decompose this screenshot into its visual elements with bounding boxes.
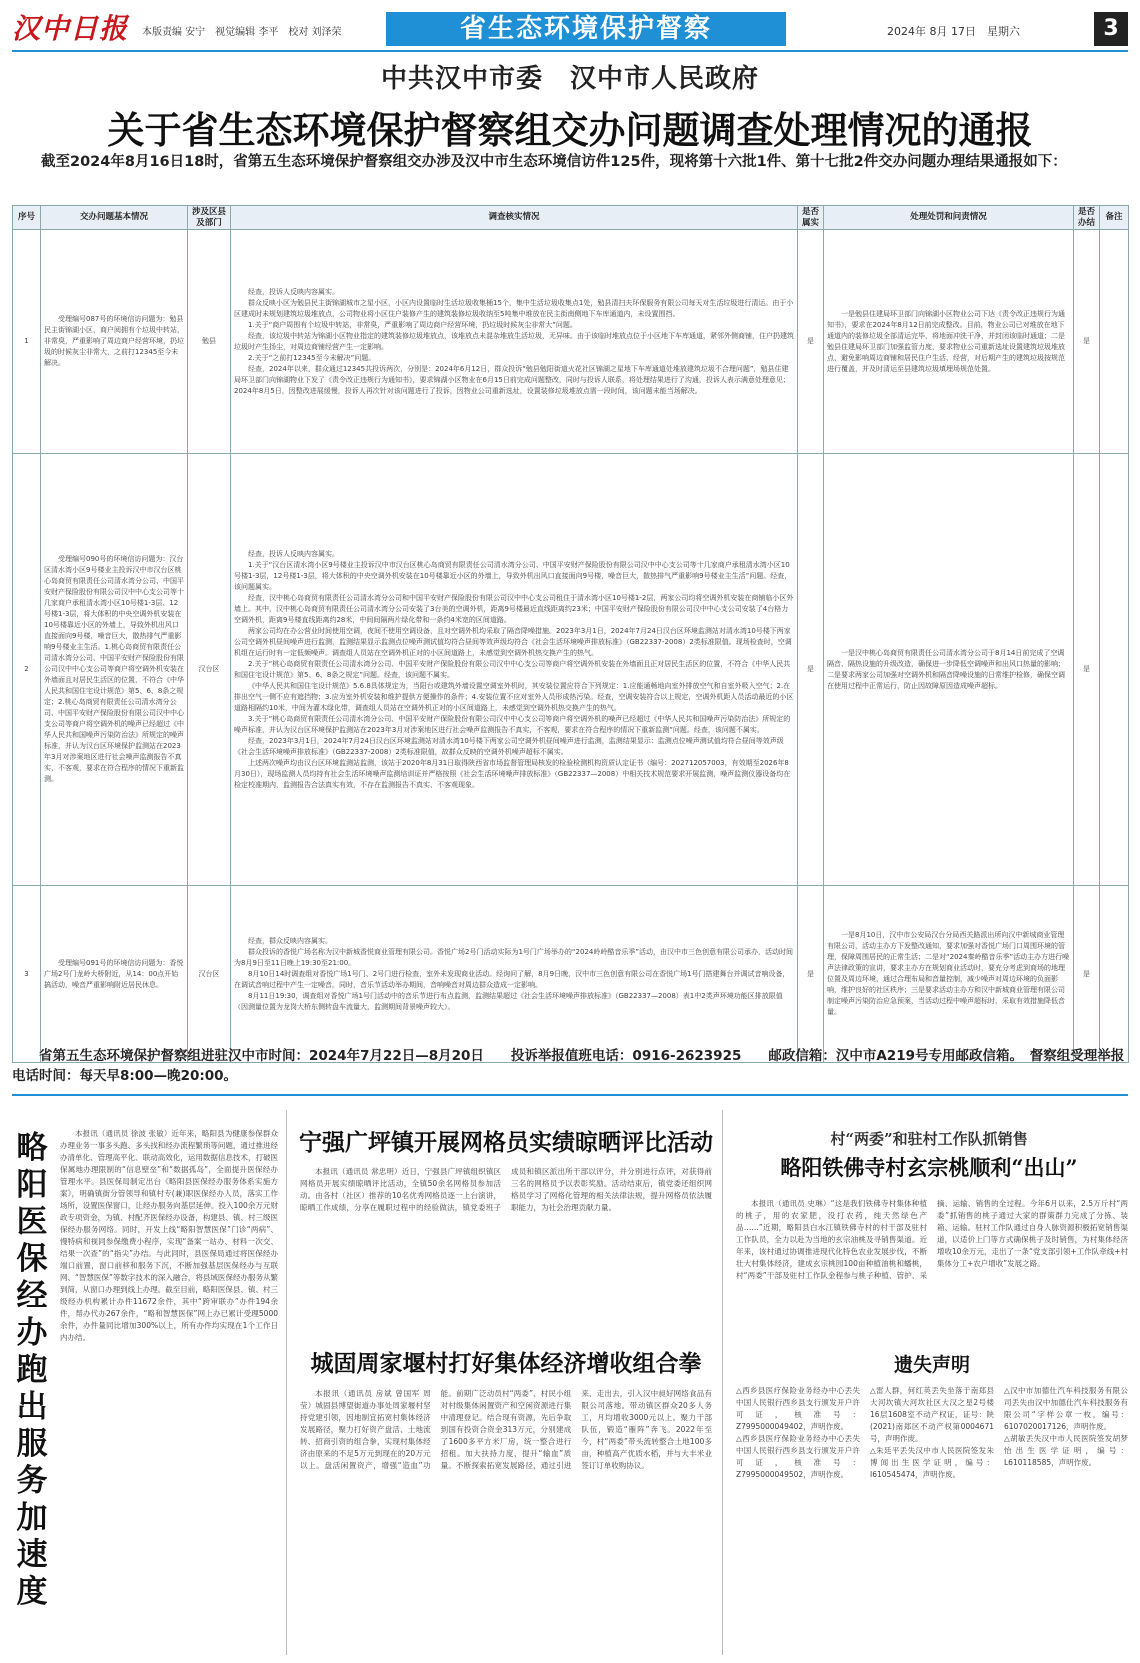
section-banner: 省生态环境保护督察 [386,12,786,46]
case-issue: 受理编号090号的环境信访问题为：汉台区清水湾小区9号楼业主投诉汉中市汉台区桃心岛商贸有限责任公司清水湾分公司、中国平安财产保险股份有限公司汉中中心支公司等十几家商户承租清水湾小区10号楼1-3层、12号楼1-3层，将大体积的中央空调外机安装在10号楼靠近小区的外墙上，导致外机出风口直接面向9号楼，噪音巨大，散热排气严重影响9号楼业主生活。1.桃心岛商贸有限责任公司清水湾分公司、中国平安财产保险股份有限公司汉中中心支公司等商户将空调外机安装在外墙面且对居民生活区的位置，不符合《中华人民共和国住宅设计规范》第5、6、8条之规定；2.桃心岛商贸有限责任公司清水湾分公司、中国平安财产保险股份有限公司汉中中心支公司等商户将空调外机的噪声已经超过《中华人民共和国噪声污染防治法》所规定的噪声标准，并认为汉台区环境保护监测站在2023年3月对涉案地区进行社会噪声监测报告不真实，不客观，要求在符合程序的情况下重新监测。 [41,454,188,886]
case-remark [1100,454,1129,886]
article-4-kicker: 村“两委”和驻村工作队抓销售 [830,1130,1028,1148]
case-area: 汉台区 [188,886,231,1063]
table-row [13,454,1129,886]
case-number: 2 [13,454,41,886]
case-closed: 是 [1074,230,1100,454]
masthead [12,12,1128,46]
top-rule [12,50,1128,52]
case-findings: 经查，投诉人反映内容属实。 1.关于“汉台区清水湾小区9号楼业主投诉汉中市汉台区桃心岛商贸有限责任公司清水湾分公司、中国平安财产保险股份有限公司汉中中心支公司等十几家商户承租清水湾小区10号楼1-3层，12号楼1-3层，将大体积的中央空调外机安装在10号楼靠近小区的外墙上，导致外机出风口直接面向9号楼，噪音巨大，散热排气严重影响9号楼业主生活”问题。经查，该问题属实。 经查，汉中桃心岛商贸有限责任公司清水湾分公司和中国平安财产保险股份有限公司汉中中心支公司租住于清水湾小区10号楼1-2层，两家公司均将空调外机安装在商铺临小区外墙上。其中，汉中桃心岛商贸有限责任公司清水湾分公司安装了3台美的空调外机，距离9号楼最近直线距离约23米；中国平安财产保险股份有限公司汉中中心支公司安装了4台格力空调外机，距离9号楼直线距离约28米，中间间隔两片绿化带和一条约4米宽的区间道路。 两家公司均在办公营业时间使用空调，夜间不使用空调设备，且对空调外机均采取了隔音降噪措施。2023年3月1日，2024年7月24日汉台区环境监测站对清水湾10号楼下两家公司空调外机昼间噪声进行监测，监测结果显示监测点位噪声测试值均符合昼间等效声级均符合《社会生活环境噪声排放标准》（GB22337-2008）2类标准限值。现场检查时，空调机组在运行时有一定低频噪声。调查组人员站在空调外机正对的小区间道路上，未感觉到空调外机热交换产生的热气。 2.关于“桃心岛商贸有限责任公司清水湾分公司、中国平安财产保险股份有限公司汉中中心支公司等商户将空调外机安装在外墙面且正对居民生活区的位置，不符合《中华人民共和国住宅设计规范》第5、6、8条之规定”问题。经查，该问题不属实。 《中华人民共和国住宅设计规范》5.6.8具体规定为，当阳台或建筑外墙设置空调室外机时，其安装位置应符合下列规定：1.应能通畅地向室外排放空气和自室外吸入空气；2.在排出空气一侧不应有遮挡物；3.应为室外机安装和维护提供方便操作的条件；4.安装位置不应对室外人员形成热污染。经查，空调安装符合以上规定，空调外机距人员活动最近的小区道路相隔约10米，中间为灌木绿化带，调查组人员站在空调外机正对的小区间道路上，未感觉到空调外机热交换产生的热气。 3.关于“桃心岛商贸有限责任公司清水湾分公司、中国平安财产保险股份有限公司汉中中心支公司等商户将空调外机的噪声已经超过《中华人民共和国噪声污染防治法》所规定的噪声标准，并认为汉台区环境保护监测站在2023年3月对涉案地区进行社会噪声监测报告不真实，不客观，要求在符合程序的情况下重新监测”问题。经查，该问题不属实。 经查，2023年3月1日，2024年7月24日汉台区环境监测站对清水湾10号楼下两家公司空调外机昼间噪声进行监测，监测结果显示：监测点位噪声测试值均符合昼间等效声级《社会生活环境噪声排放标准》（GB22337-2008）2类标准限值，故群众反映的空调外机噪声超标不属实。 上述两次噪声均由汉台区环境监测站监测，该站于2020年8月31日取得陕西省市场监督管理局核发的检验检测机构资质认定证书（编号：202712057003，有效期至2026年8月30日），现场监测人员均持有社会生活环境噪声监测培训证并严格按照《社会生活环境噪声排放标准》（GB22337—2008）中相关技术规范要求开展监测，噪声监测仪器设备均在检定校准期内，监测报告合法真实有效，不存在监测报告不真实、不客观现象。 [231,454,798,886]
case-remark [1100,886,1129,1063]
case-actions: 一是8月10日，汉中市公安局汉台分局西关路派出所向汉中新城商业管理有限公司，活动主办方下发整改通知，要求加强对香悦广场门口周围环境的管理，保障周围居民的正常生活；二是对“2024秦岭酷音乐季”活动主办方进行噪声法律政策的宣讲，要求主办方在规划商业活动时，要充分考虑到商场的地理位置及周边环境，通过合理布局和音量控制，减少噪声对周边环境的负面影响，维护良好的社区秩序；三是要求活动主办方和汉中新城商业管理有限公司制定噪声污染防治应急预案，当活动过程中噪声超标时，采取有效措施降低音量。 [824,886,1074,1063]
case-verified: 是 [798,230,824,454]
article-4-body: 本报讯（通讯员 史琳）“这是我们铁佛寺村集体种植的桃子，用的农家肥，没打农药，纯天然绿色产品……”近期，略阳县白水江镇铁佛寺村的村干部及驻村工作队员，全力以赴为当地的玄宗油桃及寻销售渠道。近年来，该村通过协调推进现代化特色农业发展步伐，不断壮大村集体经济，建成玄宗桃园100亩种植油桃和蟠桃，村“两委”干部及驻村工作队金程参与桃子种植、管护、采摘、运输、销售的全过程。今年6月以来，2.5万斤村“两委”抓销售的桃子通过大家的群策群力完成了分拣、装箱、运输。驻村工作队通过自身人脉资源积极拓宽销售渠道，以适价上门等方式确保桃子及时销售，为村集体经济增收10余万元，走出了一条“党支部引领+工作队牵线+村集体分工+农户增收”发展之路。 [736,1199,1128,1280]
col-header: 序号 [13,206,41,230]
col-header: 是否属实 [798,206,824,230]
issue-date: 2024年 8月 17日 星期六 [887,25,1020,38]
list-item: △汉中市加德仕汽车科技服务有限公司丢失由汉中加德仕汽车科技服务有限公司“字样公章一枚，编号：6107020017126，声明作废。 [1004,1386,1128,1431]
lost-notice-list [736,1385,1128,1653]
list-item: △胡敏丢失汉中市人民医院签发胡梦怡出生医学证明，编号：L610118585，声明作废。 [1004,1434,1128,1467]
article-4-headline: 略阳铁佛寺村玄宗桃顺利“出山” [780,1155,1078,1180]
case-closed: 是 [1074,886,1100,1063]
article-3-headline: 城固周家堰村打好集体经济增收组合拳 [310,1350,702,1377]
inspection-contact-info: 省第五生态环境保护督察组进驻汉中市时间：2024年7月22日—8月20日 投诉举报值班电话：0916-2623925 邮政信箱：汉中市A219号专用邮政信箱。 督察组受理举报电话时间：每天早8:00—晚20:00。 [12,1048,1125,1084]
col-header: 涉及区县及部门 [188,206,231,230]
lead-paragraph: 截至2024年8月16日18时，省第五生态环境保护督察组交办涉及汉中市生态环境信访件125件，现将第十六批1件、第十七批2件交办问题办理结果通报如下： [41,154,1067,170]
newspaper-logo: 汉中日报 [12,12,129,45]
section-rule [12,1094,1128,1096]
col-header: 交办问题基本情况 [41,206,188,230]
case-area: 汉台区 [188,454,231,886]
lost-notice-title: 遗失声明 [893,1354,970,1376]
col-header: 备注 [1100,206,1129,230]
page-number: 3 [1094,12,1128,46]
case-actions: 一是勉县住建局环卫部门向锦湖小区物业公司下达《责令改正违规行为通知书》，要求在2024年8月12日前完成整改。目前，物业公司已对堆放在地下通道内的装修垃圾全部清运完毕，将地面冲洗干净，并封闭该临时通道；二是勉县住建局环卫部门加强监管力度，要求物业公司重新选址设置建筑垃圾堆放点，避免影响周边商铺和居民住户生活、经营，对后期产生的建筑垃圾按规范进行覆盖，并及时清运至县建筑垃圾填埋场规范处置。 [824,230,1074,454]
article-3-body: 本报讯（通讯员 房斌 曾国军 周莹）城固县博望街道办事处周家堰村坚持党建引领，因地制宜拓宽村集体经济发展路径，聚力打好资产盘活、土地流转、招商引资的组合拳，实现村集体经济由原来的不足5万元到现在的20万元以上。盘活闲置资产，增强“造血”功能。前期广泛动员村“两委”、村民小组对村级集体闲置资产和空闲资源进行集中清理登记。结合现有资源，先后争取到国有投资合资金313万元，分别建成了1600多平方米厂房，统一整合进行招租。加大扶持力度，提升“输血”质量。不断探索拓宽发展路径，通过引进来、走出去，引入汉中昶好网络食品有限公司落地。带动镇区群众20多人务工，月均增收3000元以上。聚力干部队伍，锻造“雁阵”奔飞。2022年至今，村“两委”带头流转整合土地100多亩，种植高产优质水稻，并与大丰米业签订订单收购协议。 [300,1389,712,1470]
case-number: 3 [13,886,41,1063]
article-2-body: 本报讯（通讯员 常忠明）近日，宁强县广坪镇组织镇区网格员开展实绩晾晒评比活动，全镇50余名网格员参加活动。由各村（社区）推荐的10名优秀网格员逐一上台演讲，晾晒工作成绩，分享在履职过程中的经验做法，镇党委班子成员和镇区派出所干部以评分，并分别进行点评，对获得前三名的网格员予以表彰奖励。活动结束后，镇党委还组织网格员学习了网格化管理的相关法律法规，提升网格员依法履职能力，为社会治理贡献力量。 [300,1167,712,1212]
list-item: △西乡县医疗保险业务经办中心丢失中国人民银行西乡县支行颁发开户许可证，核准号：Z7995000049402，声明作废。 [736,1386,860,1431]
case-remark [1100,230,1129,454]
case-issue: 受理编号091号的环境信访问题为：香悦广场2号门龙岭大桥附近，从14：00点开始搞活动，噪音严重影响附近居民休息。 [41,886,188,1063]
column-divider [722,1110,723,1655]
table-row [13,886,1129,1063]
case-issue: 受理编号087号的环境信访问题为：勉县民主街锦湖小区，商户阅拥有个垃圾中转站，非常臭，严重影响了周边商户经营环境，扔垃圾的时候灰尘非常大，之前打12345至今未解决。 [41,230,188,454]
case-actions: 一是汉中桃心岛商贸有限责任公司清水湾分公司于8月14日前完成了空调隔音、隔热设施的升级改造，确保进一步降低空调噪声和出风口热量的影响；二是要求两家公司加强对空调外机和隔音降噪设施的日常维护检修，确保空调在使用过程中正常运行，防止因故障原因造成噪声超标。 [824,454,1074,886]
case-verified: 是 [798,454,824,886]
article-1-headline: 略阳医保经办跑出服务加速度 [16,1130,48,1610]
column-divider [286,1110,287,1655]
issuer-line: 中共汉中市委 汉中市人民政府 [380,64,759,94]
table-header-row [13,206,1129,230]
col-header: 是否办结 [1074,206,1100,230]
table-row [13,230,1129,454]
col-header: 处理处罚和问责情况 [824,206,1074,230]
article-2-headline: 宁强广坪镇开展网格员实绩晾晒评比活动 [299,1129,713,1156]
case-closed: 是 [1074,454,1100,886]
editor-credits: 本版责编 安宁 视觉编辑 李平 校对 刘泽荣 [142,27,342,38]
case-area: 勉县 [188,230,231,454]
case-verified: 是 [798,886,824,1063]
list-item: △雷人群，何红英丢失坐落于南郑县大河坎镇大河坎社区大汉之星2号楼16层1608室不动产权证，证号：陕(2021)南郑区不动产权第0004671号，声明作废。 [870,1386,994,1443]
case-table [12,205,1129,1063]
page-headline: 关于省生态环境保护督察组交办问题调查处理情况的通报 [107,108,1033,152]
case-findings: 经查，群众反映内容属实。 群众投诉的香悦广场名称为汉中新城香悦商业管理有限公司。香悦广场2号门活动实际为1号门广场举办的“2024岭岭酷音乐季”活动，由汉中市三色创意有限公司承办，活动时间为8月9日至11日晚上19:30至21:00。 8月10日14时调查组对香悦广场1号门、2号门进行检查，室外未发现商业活动。经询问了解，8月9日晚，汉中市三色创意有限公司在香悦广场1号门搭建舞台并调试音响设备，在调试音响过程中产生一定噪音。同时，音乐节活动举办期间，音响噪音对周边群众造成一定影响。 8月11日19:30，调查组对香悦广场1号门活动中的音乐节进行布点监测，监测结果超过《社会生活环境噪声排放标准》（GB22337—2008）表1中2类声环境功能区排放限值（因测量位置为龙岗大桥东侧转盘车流量大，监测期间背景噪声较大）。 [231,886,798,1063]
article-1-body: 本报讯（通讯员 徐波 张敏）近年来，略阳县为健康参保群众办理业务一事多头跑、多头找和经办流程繁琐等问题，通过推进经办清单化、管理高平化、联动高效化，运用数据信息技术，打破医保属地办理限制的“信息壁垒”和“数据孤岛”，全面提升医保经办管理水平。县医保局制定出台《略阳县医保经办服务体系实施方案》，明确镇街分管领导和镇村专(兼)职医保经办人员，落实工作场所，设置医保窗口，让经办服务向基层延伸。投入100余万元财政专项资金，为镇、村配齐医保经办设备，构建县、镇、村三级医保经办服务网络。同时，开发上线“略阳智慧医保”门诊“两病”、慢特病和视同参保缴费小程序，实现“备案一站办、材料一次交、结果一次查”的“指尖”办结。与此同时，县医保局通过将医保经办端口前置，窗口前移和服务下沉，不断加强基层医保经办与互联网、“智慧医保”等数字技术的深入融合，将县域医保经办服务从繁到简，从窗口办理到线上办理。截至目前，略阳医保县、镇、村三级经办机构累计办件11672余件，其中“跨审联办”办件194余件，帮办代办267余件，“略和智慧医保”网上办已累计受理5000余件，办件量同比增加300%以上，所有办件均实现在1个工作日内办结。 [60,1129,278,1342]
list-item: △西乡县医疗保险业务经办中心丢失中国人民银行西乡县支行颁发开户许可证，核准号：Z7995000049502，声明作废。 [736,1434,860,1479]
case-findings: 经查，投诉人反映内容属实。 群众反映小区为勉县民主街锦湖城市之星小区，小区内设置临时生活垃圾收集桶15个，集中生活垃圾收集点1处，勉县清扫夫环保服务有限公司每天对生活垃圾进行清运。由于小区建成时未规划建筑垃圾堆放点，公司物业将小区住户装修产生的建筑装修垃圾收纳至5吨集中堆放在民主街南侧地下车库通道内，未设置围挡。 1.关于“商户周围有个垃圾中转站，非常臭，严重影响了周边商户经营环境，扔垃圾时候灰尘非常大”问题。 经查，该垃圾中转站为锦湖小区物业指定的建筑装修垃圾堆放点，该堆放点未混杂堆放生活垃圾，无异味。由于该临时堆放点位于小区地下车库通道，紧邻外侧商铺，住户扔建筑垃圾时产生扬尘，对周边商铺经营产生一定影响。 2.关于“之前打12345至今未解决”问题。 经查，2024年以来，群众通过12345共投诉两次，分别是：2024年6月12日，群众投诉“勉县勉阳街道火花社区锦湖之星地下车库通道处堆放建筑垃圾不合理问题”，勉县住建局环卫部门向锦湖物业下发了《责令改正违规行为通知书》，要求锦湖小区物业在6月15日前完成问题整改，同时与投诉人联系，将处理结果进行了沟通，投诉人表示满意处理意见；2024年8月5日，因整改进展缓慢，投诉人再次针对该问题进行了投诉，因物业公司重新选址，设置装修垃圾堆放点需一段时间，该问题未能当场解决。 [231,230,798,454]
list-item: △朱廷平丢失汉中市人民医院签发朱博闻出生医学证明，编号：I610545474，声明作废。 [870,1446,994,1479]
case-number: 1 [13,230,41,454]
col-header: 调查核实情况 [231,206,798,230]
